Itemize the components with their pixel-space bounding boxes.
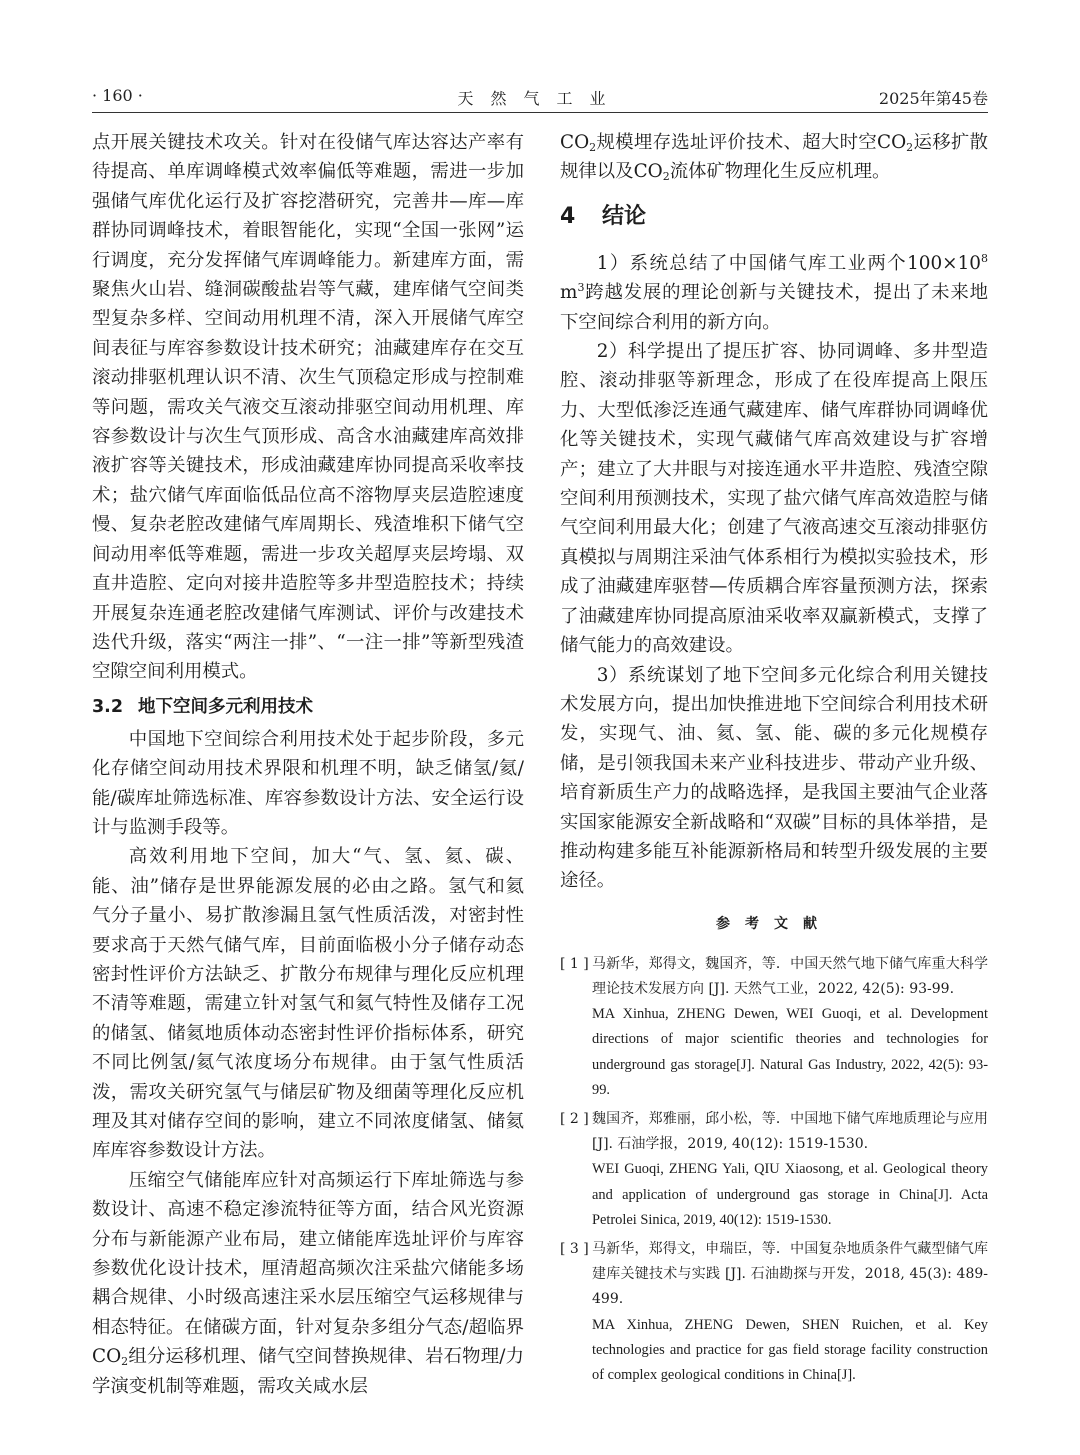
body-paragraph: 中国地下空间综合利用技术处于起步阶段，多元化存储空间动用技术界限和机理不明，缺乏储氢/氦/能/碳库址筛选标准、库容参数设计方法、安全运行设计与监测手段等。 — [92, 728, 524, 838]
reference-item — [560, 1107, 988, 1233]
reference-number: [ 2 ] — [560, 1110, 589, 1127]
section-number: 4 — [560, 203, 576, 229]
body-paragraph: $CO_2$规模埋存选址评价技术、超大时空$CO_2$运移扩散规律以及$CO_2$流体矿物理化生反应机理。 — [560, 132, 988, 184]
reference-text-cn: 魏国齐，郑雅丽，邱小松，等．中国地下储气库地质理论与应用 [J]. 石油学报，2019, 40(12): 1519-1530. — [592, 1110, 988, 1153]
body-paragraph: 压缩空气储能库应针对高频运行下库址筛选与参数设计、高速不稳定渗流特征等方面，结合风光资源分布与新能源产业布局，建立储能库选址评价与库容参数优化设计技术，厘清超高频次注采盐穴储能多场耦合规律、小时级高速注采水层压缩空气运移规律与相态特征。在储碳方面，针对复杂多组分气态/超临界$CO_2$组分运移机理、储气空间替换规律、岩石物理/力学演变机制等难题，需攻关咸水层 — [92, 1169, 524, 1397]
reference-text-cn: 马新华，郑得文，申瑞臣，等．中国复杂地质条件气藏型储气库建库关键技术与实践 [J]. 石油勘探与开发，2018, 45(3): 489-499. — [592, 1240, 988, 1308]
conclusion-item: 3）系统谋划了地下空间多元化综合利用关键技术发展方向，提出加快推进地下空间综合利用技术研发，实现气、油、氦、氢、能、碳的多元化规模存储，是引领我国未来产业科技进步、带动产业升级、培育新质生产力的战略选择，是我国主要油气企业落实国家能源安全新战略和“双碳”目标的具体举措，是推动构建多能互补能源新格局和转型升级发展的主要途径。 — [560, 664, 988, 892]
reference-number: [ 1 ] — [560, 955, 589, 972]
journal-title: 天然气工业 — [457, 89, 623, 108]
page-number: · 160 · — [92, 86, 143, 105]
reference-text-en: WEI Guoqi, ZHENG Yali, QIU Xiaosong, et al. Geological theory and application of underground gas storage in China[J]. Acta Petrolei Sinica, 2019, 40(12): 1519-1530. — [592, 1161, 988, 1228]
reference-text-en: MA Xinhua, ZHENG Dewen, SHEN Ruichen, et al. Key technologies and practice for gas field storage facility construction of complex geological conditions in China[J]. — [592, 1316, 988, 1383]
subsection-heading — [92, 692, 524, 722]
body-paragraph: 高效利用地下空间，加大“气、氢、氦、碳、能、油”储存是世界能源发展的必由之路。氢气和氦气分子量小、易扩散渗漏且氢气性质活泼，对密封性要求高于天然气储气库，目前面临极小分子储存动态密封性评价方法缺乏、扩散分布规律与理化反应机理不清等难题，需建立针对氢气和氦气特性及储存工况的储氢、储氦地质体动态密封性评价指标体系，研究不同比例氢/氦气浓度场分布规律。由于氢气性质活泼，需攻关研究氢气与储层矿物及细菌等理化反应机理及其对储存空间的影响，建立不同浓度储氢、储氦库库容参数设计方法。 — [92, 846, 524, 1162]
conclusion-item: 1）系统总结了中国储气库工业两个$100\times 10^8$ $m^3$跨越发展的理论创新与关键技术，提出了未来地下空间综合利用的新方向。 — [560, 251, 988, 333]
reference-text-en: MA Xinhua, ZHENG Dewen, WEI Guoqi, et al. Development directions of major scientific theories and technologies for underground gas storage[J]. Natural Gas Industry, 2022, 42(5): 93-99. — [592, 1006, 988, 1098]
reference-item — [560, 952, 988, 1103]
conclusion-item: 2）科学提出了提压扩容、协同调峰、多井型造腔、滚动排驱等新理念，形成了在役库提高上限压力、大型低渗泛连通气藏建库、储气库群协同调峰优化等关键技术，实现气藏储气库高效建设与扩容增产；建立了大井眼与对接连通水平井造腔、残渣空隙空间利用预测技术，实现了盐穴储气库高效造腔与储气空间利用最大化；创建了气液高速交互滚动排驱仿真模拟与周期注采油气体系相行为模拟实验技术，形成了油藏建库驱替—传质耦合库容量预测方法，探索了油藏建库协同提高原油采收率双赢新模式，支撑了储气能力的高效建设。 — [560, 341, 988, 657]
volume-label: 2025年第45卷 — [878, 89, 988, 108]
section-title: 结论 — [602, 203, 647, 229]
section-heading — [560, 199, 988, 235]
header-rule — [92, 112, 988, 113]
page-header — [92, 84, 988, 110]
body-paragraph: 点开展关键技术攻关。针对在役储气库达容达产率有待提高、单库调峰模式效率偏低等难题，需进一步加强储气库优化运行及扩容挖潜研究，完善井—库—库群协同调峰技术，着眼智能化，实现“全国一张网”运行调度，充分发挥储气库调峰能力。新建库方面，需聚焦火山岩、缝洞碳酸盐岩等气藏，建库储气空间类型复杂多样、空间动用机理不清，深入开展储气库空间表征与库容参数设计技术研究；油藏建库存在交互滚动排驱机理认识不清、次生气顶稳定形成与控制难等问题，需攻关气液交互滚动排驱空间动用机理、库容参数设计与次生气顶形成、高含水油藏建库高效排液扩容等关键技术，形成油藏建库协同提高采收率技术；盐穴储气库面临低品位高不溶物厚夹层造腔速度慢、复杂老腔改建储气库周期长、残渣堆积下储气空间动用率低等难题，需进一步攻关超厚夹层垮塌、双直井造腔、定向对接井造腔等多井型造腔技术；持续开展复杂连通老腔改建储气库测试、评价与改建技术迭代升级，落实“两注一排”、“一注一排”等新型残渣空隙空间利用模式。 — [92, 132, 524, 683]
left-column — [92, 128, 524, 1401]
reference-item — [560, 1237, 988, 1388]
reference-number: [ 3 ] — [560, 1240, 589, 1257]
references-heading: 参考文献 — [716, 915, 832, 932]
subsection-title: 地下空间多元利用技术 — [138, 696, 313, 717]
reference-text-cn: 马新华，郑得文，魏国齐，等．中国天然气地下储气库重大科学理论技术发展方向 [J]. 天然气工业，2022, 42(5): 93-99. — [592, 955, 988, 997]
right-column — [560, 128, 988, 1392]
subsection-number: 3.2 — [92, 696, 124, 717]
